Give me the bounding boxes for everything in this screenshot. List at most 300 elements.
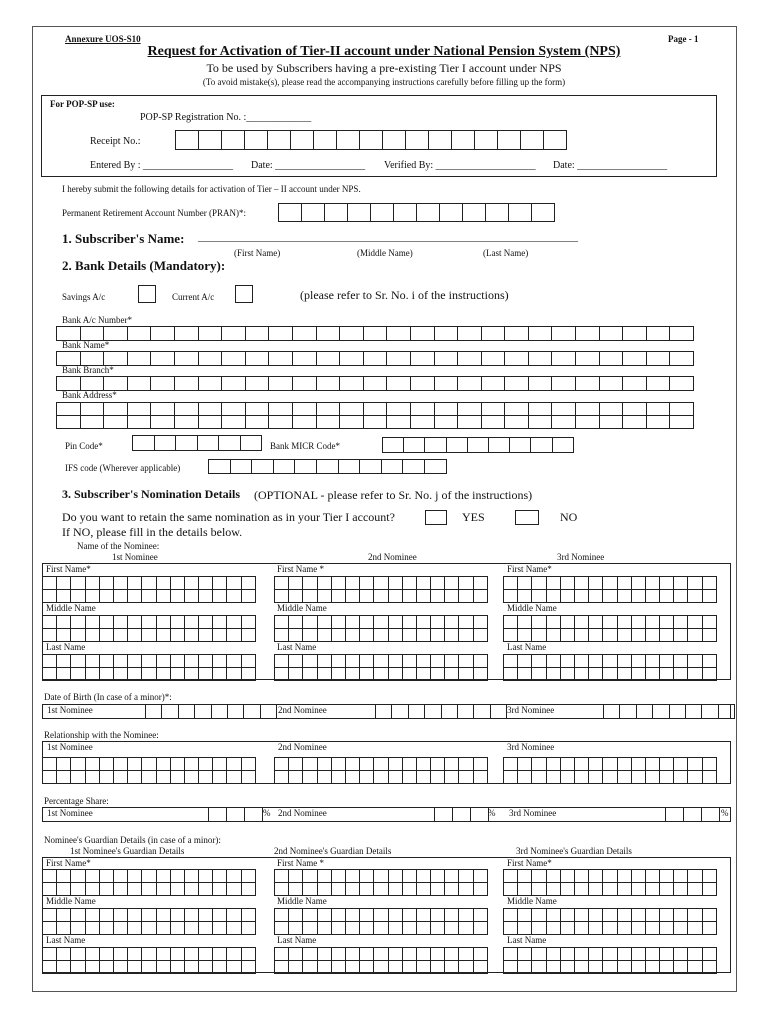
char-box[interactable] [345,882,360,896]
char-box[interactable] [127,869,142,883]
char-box[interactable] [56,628,71,642]
micr-code-boxes[interactable] [382,437,574,453]
name-box-row[interactable] [503,770,717,784]
char-box[interactable] [345,615,360,629]
char-box[interactable] [473,654,488,668]
char-box[interactable] [302,869,317,883]
char-box[interactable] [574,667,589,681]
char-box[interactable] [687,589,702,603]
char-box[interactable] [599,402,624,416]
name-box-row[interactable] [503,589,717,603]
char-box[interactable] [241,757,256,771]
char-box[interactable] [517,960,532,974]
char-box[interactable] [405,130,429,150]
char-box[interactable] [127,654,142,668]
char-box[interactable] [373,589,388,603]
char-box[interactable] [687,770,702,784]
char-box[interactable] [156,869,171,883]
char-box[interactable] [56,615,71,629]
char-box[interactable] [345,908,360,922]
char-box[interactable] [331,960,346,974]
char-box[interactable] [226,947,241,961]
char-box[interactable] [198,130,222,150]
name-box-row[interactable] [503,615,717,629]
char-box[interactable] [359,615,374,629]
char-box[interactable] [345,589,360,603]
char-box[interactable] [339,326,364,341]
char-box[interactable] [359,667,374,681]
char-box[interactable] [588,770,603,784]
char-box[interactable] [430,882,445,896]
char-box[interactable] [241,615,256,629]
char-box[interactable] [531,615,546,629]
char-box[interactable] [212,654,227,668]
char-box[interactable] [103,376,128,391]
char-box[interactable] [127,351,152,366]
char-box[interactable] [528,415,553,429]
char-box[interactable] [702,947,717,961]
char-box[interactable] [402,947,417,961]
char-box[interactable] [416,908,431,922]
char-box[interactable] [645,576,660,590]
char-box[interactable] [170,908,185,922]
char-box[interactable] [375,704,392,719]
char-box[interactable] [99,869,114,883]
char-box[interactable] [184,770,199,784]
char-box[interactable] [230,459,253,474]
char-box[interactable] [631,615,646,629]
char-box[interactable] [302,667,317,681]
char-box[interactable] [288,589,303,603]
char-box[interactable] [458,589,473,603]
char-box[interactable] [444,628,459,642]
char-box[interactable] [574,908,589,922]
char-box[interactable] [645,921,660,935]
char-box[interactable] [212,947,227,961]
char-box[interactable] [504,326,529,341]
char-box[interactable] [673,589,688,603]
char-box[interactable] [659,667,674,681]
char-box[interactable] [292,415,317,429]
char-box[interactable] [316,402,341,416]
char-box[interactable] [543,130,567,150]
char-box[interactable] [241,921,256,935]
char-box[interactable] [416,921,431,935]
char-box[interactable] [687,869,702,883]
char-box[interactable] [588,576,603,590]
char-box[interactable] [687,576,702,590]
char-box[interactable] [458,908,473,922]
char-box[interactable] [80,376,105,391]
char-box[interactable] [260,704,277,719]
char-box[interactable] [430,628,445,642]
char-box[interactable] [156,770,171,784]
char-box[interactable] [602,654,617,668]
name-box-row[interactable] [503,667,717,681]
char-box[interactable] [434,376,459,391]
char-box[interactable] [646,376,671,391]
char-box[interactable] [240,435,263,451]
name-box-row[interactable] [274,589,488,603]
char-box[interactable] [113,757,128,771]
char-box[interactable] [458,921,473,935]
char-box[interactable] [631,628,646,642]
char-box[interactable] [430,576,445,590]
char-box[interactable] [685,704,702,719]
char-box[interactable] [481,326,506,341]
char-box[interactable] [560,908,575,922]
char-box[interactable] [317,654,332,668]
char-box[interactable] [402,960,417,974]
char-box[interactable] [503,667,518,681]
char-box[interactable] [339,351,364,366]
char-box[interactable] [80,351,105,366]
char-box[interactable] [410,326,435,341]
char-box[interactable] [42,947,57,961]
char-box[interactable] [381,459,404,474]
char-box[interactable] [184,615,199,629]
name-box-row[interactable] [503,628,717,642]
char-box[interactable] [331,589,346,603]
char-box[interactable] [531,869,546,883]
char-box[interactable] [388,921,403,935]
char-box[interactable] [669,326,694,341]
char-box[interactable] [503,921,518,935]
char-box[interactable] [617,882,632,896]
char-box[interactable] [517,757,532,771]
char-box[interactable] [602,960,617,974]
char-box[interactable] [531,770,546,784]
char-box[interactable] [457,402,482,416]
char-box[interactable] [473,908,488,922]
char-box[interactable] [226,869,241,883]
char-box[interactable] [288,770,303,784]
char-box[interactable] [150,402,175,416]
name-box-row[interactable] [42,615,256,629]
char-box[interactable] [56,921,71,935]
char-box[interactable] [531,628,546,642]
char-box[interactable] [402,908,417,922]
char-box[interactable] [531,882,546,896]
char-box[interactable] [503,757,518,771]
char-box[interactable] [241,576,256,590]
char-box[interactable] [274,757,289,771]
char-box[interactable] [85,628,100,642]
name-box-row[interactable] [274,921,488,935]
char-box[interactable] [462,203,486,222]
char-box[interactable] [99,628,114,642]
name-box-row[interactable] [274,667,488,681]
char-box[interactable] [226,667,241,681]
char-box[interactable] [659,908,674,922]
char-box[interactable] [150,326,175,341]
char-box[interactable] [659,869,674,883]
char-box[interactable] [602,615,617,629]
char-box[interactable] [602,921,617,935]
name-box-row[interactable] [503,654,717,668]
char-box[interactable] [127,882,142,896]
char-box[interactable] [212,908,227,922]
name-box-row[interactable] [42,921,256,935]
char-box[interactable] [531,576,546,590]
char-box[interactable] [198,869,213,883]
char-box[interactable] [444,882,459,896]
char-box[interactable] [212,628,227,642]
dob-1-boxes[interactable] [145,704,277,719]
char-box[interactable] [416,615,431,629]
char-box[interactable] [156,615,171,629]
char-box[interactable] [331,770,346,784]
char-box[interactable] [174,376,199,391]
char-box[interactable] [531,757,546,771]
char-box[interactable] [141,947,156,961]
char-box[interactable] [268,351,293,366]
char-box[interactable] [56,770,71,784]
char-box[interactable] [646,415,671,429]
char-box[interactable] [127,770,142,784]
char-box[interactable] [560,960,575,974]
char-box[interactable] [467,437,489,453]
yes-checkbox[interactable] [425,510,447,525]
char-box[interactable] [42,589,57,603]
char-box[interactable] [458,576,473,590]
char-box[interactable] [373,615,388,629]
char-box[interactable] [416,589,431,603]
char-box[interactable] [458,882,473,896]
char-box[interactable] [212,770,227,784]
char-box[interactable] [292,402,317,416]
char-box[interactable] [517,921,532,935]
char-box[interactable] [85,947,100,961]
char-box[interactable] [208,459,231,474]
char-box[interactable] [574,615,589,629]
char-box[interactable] [302,960,317,974]
name-box-row[interactable] [274,869,488,883]
char-box[interactable] [631,576,646,590]
char-box[interactable] [184,882,199,896]
char-box[interactable] [602,757,617,771]
char-box[interactable] [359,130,383,150]
char-box[interactable] [434,326,459,341]
char-box[interactable] [631,960,646,974]
char-box[interactable] [602,947,617,961]
char-box[interactable] [683,807,702,822]
char-box[interactable] [245,415,270,429]
char-box[interactable] [388,882,403,896]
char-box[interactable] [56,576,71,590]
char-box[interactable] [317,960,332,974]
char-box[interactable] [317,770,332,784]
char-box[interactable] [221,402,246,416]
char-box[interactable] [141,770,156,784]
char-box[interactable] [113,947,128,961]
char-box[interactable] [288,654,303,668]
char-box[interactable] [402,770,417,784]
char-box[interactable] [673,576,688,590]
char-box[interactable] [503,947,518,961]
char-box[interactable] [241,947,256,961]
char-box[interactable] [184,921,199,935]
char-box[interactable] [113,960,128,974]
char-box[interactable] [645,628,660,642]
char-box[interactable] [198,576,213,590]
char-box[interactable] [503,960,518,974]
char-box[interactable] [509,437,531,453]
char-box[interactable] [150,351,175,366]
char-box[interactable] [274,869,289,883]
char-box[interactable] [212,960,227,974]
char-box[interactable] [452,807,471,822]
subscriber-name-line[interactable]: ____________________________________________________________________________ [198,232,578,243]
char-box[interactable] [241,770,256,784]
name-box-row[interactable] [42,947,256,961]
char-box[interactable] [430,667,445,681]
char-box[interactable] [373,960,388,974]
char-box[interactable] [444,947,459,961]
char-box[interactable] [317,921,332,935]
char-box[interactable] [631,908,646,922]
char-box[interactable] [170,576,185,590]
char-box[interactable] [99,770,114,784]
name-box-row[interactable] [274,947,488,961]
char-box[interactable] [481,402,506,416]
char-box[interactable] [127,402,152,416]
char-box[interactable] [80,402,105,416]
char-box[interactable] [428,130,452,150]
char-box[interactable] [359,960,374,974]
name-box-row[interactable] [42,576,256,590]
char-box[interactable] [156,882,171,896]
name-box-row[interactable] [42,757,256,771]
char-box[interactable] [317,589,332,603]
char-box[interactable] [132,435,155,451]
char-box[interactable] [444,589,459,603]
name-box-row[interactable] [42,654,256,668]
char-box[interactable] [80,415,105,429]
name-box-row[interactable] [42,667,256,681]
popsp-reg-no[interactable]: POP-SP Registration No. :_____________ [140,112,312,123]
char-box[interactable] [56,908,71,922]
char-box[interactable] [560,667,575,681]
char-box[interactable] [481,415,506,429]
char-box[interactable] [687,757,702,771]
char-box[interactable] [156,628,171,642]
char-box[interactable] [141,882,156,896]
char-box[interactable] [574,757,589,771]
char-box[interactable] [198,589,213,603]
char-box[interactable] [85,908,100,922]
char-box[interactable] [345,667,360,681]
char-box[interactable] [546,770,561,784]
char-box[interactable] [268,415,293,429]
char-box[interactable] [473,770,488,784]
char-box[interactable] [588,869,603,883]
char-box[interactable] [575,402,600,416]
char-box[interactable] [517,615,532,629]
char-box[interactable] [373,869,388,883]
char-box[interactable] [424,437,446,453]
char-box[interactable] [154,435,177,451]
current-checkbox[interactable] [235,285,253,303]
name-box-row[interactable] [274,960,488,974]
char-box[interactable] [451,130,475,150]
char-box[interactable] [221,326,246,341]
char-box[interactable] [316,326,341,341]
char-box[interactable] [646,326,671,341]
char-box[interactable] [430,869,445,883]
char-box[interactable] [402,459,425,474]
char-box[interactable] [359,654,374,668]
char-box[interactable] [221,415,246,429]
char-box[interactable] [702,882,717,896]
char-box[interactable] [85,921,100,935]
char-box[interactable] [227,704,244,719]
name-box-row[interactable] [274,882,488,896]
char-box[interactable] [382,130,406,150]
char-box[interactable] [386,415,411,429]
char-box[interactable] [631,654,646,668]
char-box[interactable] [363,351,388,366]
char-box[interactable] [317,628,332,642]
char-box[interactable] [574,770,589,784]
char-box[interactable] [602,667,617,681]
char-box[interactable] [458,615,473,629]
char-box[interactable] [288,576,303,590]
char-box[interactable] [150,415,175,429]
name-box-row[interactable] [274,615,488,629]
char-box[interactable] [42,908,57,922]
char-box[interactable] [446,437,468,453]
char-box[interactable] [274,908,289,922]
char-box[interactable] [373,576,388,590]
char-box[interactable] [458,869,473,883]
char-box[interactable] [430,960,445,974]
char-box[interactable] [288,757,303,771]
char-box[interactable] [226,628,241,642]
char-box[interactable] [156,576,171,590]
char-box[interactable] [145,704,162,719]
char-box[interactable] [301,203,325,222]
char-box[interactable] [85,757,100,771]
char-box[interactable] [481,376,506,391]
char-box[interactable] [292,326,317,341]
char-box[interactable] [198,415,223,429]
char-box[interactable] [444,869,459,883]
char-box[interactable] [444,921,459,935]
char-box[interactable] [673,908,688,922]
char-box[interactable] [560,921,575,935]
char-box[interactable] [645,908,660,922]
char-box[interactable] [150,376,175,391]
char-box[interactable] [316,459,339,474]
char-box[interactable] [645,770,660,784]
char-box[interactable] [560,869,575,883]
char-box[interactable] [458,654,473,668]
char-box[interactable] [403,437,425,453]
char-box[interactable] [457,415,482,429]
char-box[interactable] [457,376,482,391]
char-box[interactable] [574,589,589,603]
char-box[interactable] [531,654,546,668]
char-box[interactable] [490,704,507,719]
char-box[interactable] [687,960,702,974]
char-box[interactable] [198,960,213,974]
char-box[interactable] [659,921,674,935]
char-box[interactable] [617,757,632,771]
char-box[interactable] [274,882,289,896]
char-box[interactable] [517,576,532,590]
char-box[interactable] [718,704,735,719]
